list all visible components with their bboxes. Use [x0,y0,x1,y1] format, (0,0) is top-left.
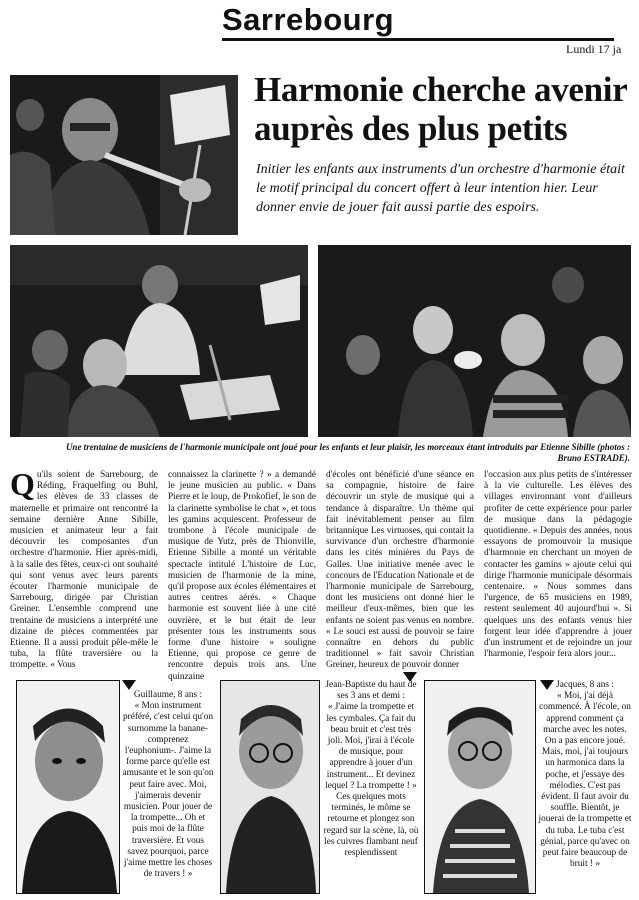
interview-marker [403,672,417,682]
interview-marker [122,680,136,690]
column-text: connaissez la clarinette ? » a demandé le jeune musicien au public. « Dans Pierre et le loup, de Prokofief, le son de la clarinette symbolise le chat », et tous les gamins acquiescent. Professeur de trombone à l'école municipale de musique de Yutz, près de Thionville, Etienne Sibille a monté un véritable spectacle intitulé L'histoire de Luc, musicien de l'harmonie de la mine, qu'il propose aux écoles élémentaires et autres centres aérés. « Chaque harmonie est souvent liée à une cité ouvrière, et le but était de leur présenter tous les instruments sous forme d'une histoire » souligne Etienne, qui propose ce genre de rencontre depuis trois ans. Une quinzaine [168,470,316,682]
drop-cap: Q [10,466,35,502]
article-column-2 [168,470,316,683]
column-text: d'écoles ont bénéficié d'une séance en sa compagnie, histoire de faire découvrir un style de musique qui a tendance à disparaître. Un thème qui fait inévitablement penser au film britannique Les virtuoses, qui contait la survivance d'un orchestre d'harmonie dans les cités minières du Pays de Galles. Une initiative menée avec le concours de l'Education Nationale et de l'harmonie municipale de Sarrebourg, dont les musiciens ont donné hier le meilleur d'eux-mêmes, bien que les enfants ne soient pas venus en nombre. « Le souci est aussi de pouvoir se faire connaître en dehors du public traditionnel » fait savoir Christian Greiner, heureux de pouvoir donner [326,470,474,671]
lede: Initier les enfants aux instruments d'un orchestre d'harmonie était le motif principal du concert offert à leur intention hier. Leur donner envie de jouer fait aussi partie des espoirs. [256,162,625,215]
interviewee-name: Guillaume, 8 ans : [133,690,203,700]
portrait-guillaume [16,680,120,894]
article-column-4 [484,470,632,683]
portrait-jean-baptiste [220,680,320,894]
header-rule [222,38,614,41]
interview-jacques [538,680,632,895]
issue-date: Lundi 17 ja [566,42,622,56]
interview-jean-baptiste [323,680,419,895]
photo-orchestra [10,245,308,437]
article-column-3 [326,470,474,683]
interviewee-name: Jacques, 8 ans : [556,680,614,690]
interviewee-name: Jean-Baptiste du haut de ses 3 ans et demi : [325,680,417,702]
article-body [10,466,632,682]
interview-quote: « Mon instrument préféré, c'est celui qu'on surnomme la banane-comprenez l'euphonium-. J'aime la forme parce qu'elle est amusante et le son qu'on peut faire avec. Moi, j'aimerais devenir musicien. Pour jouer de la trompette... Oh et puis moi de la flûte traversière. Et vous savez pourquoi, parce j'aime mettre les choses de travers ! » [122,701,214,880]
interview-guillaume [122,690,214,895]
headline: Harmonie cherche avenir auprès des plus petits [254,70,627,148]
column-text: l'occasion aux plus petits de s'intéresser à la vie culturelle. Les élèves des villages environnant vont d'ailleurs profiter de cette expérience pour parler de musique dans la pédagogie quotidienne. « Depuis des années, nous essayons de promouvoir la musique d'harmonie en cherchant un moyen de contacter les gamins » ajoute celui qui dirige l'harmonie municipale désormais centenaire. « Nous sommes dans l'urgence, de 65 musiciens en 1989, restent seulement 40 aujourd'hui ». Si quelques uns des enfants venus hier forgent leur idée d'apprendre à jouer d'un instrument et de rejoindre un jour l'harmonie, l'espoir fera alors jour... [484,470,632,660]
article-column-1 [10,466,158,683]
interview-quote: « Moi, j'ai déjà commencé. À l'école, on apprend comment ça marche avec les notes. On a pas encore joué. Mais, moi, j'ai toujours un harmonica dans la poche, et j'essaye des mélodies. C'est pas évident. Il faut avoir du souffle. Bientôt, je jouerai de la trompette et du tuba. Le tuba c'est génial, parce qu'avec on peut faire beaucoup de bruit ! » [538,691,632,870]
photo-trumpet-player [10,75,238,235]
photo-children-audience [318,245,631,437]
column-text: u'ils soient de Sarrebourg, de Réding, Fraquelfing ou Buhl, les élèves de 33 classes de maternelle et primaire ont rencontré la semaine dernière Anne Sibille, musicien et animateur leur a fait découvrir les composantes d'un orchestre d'harmonie. Hier après-midi, à la salle des fêtes, ceux-ci ont souhaité qui sont venus avec leurs parents écouter l'harmonie municipale de Sarrebourg, dirigée par Christian Greiner. L'ensemble comprend une trentaine de musiciens a interprété une dizaine de pièces commentées par Etienne. Il a aussi produit pêle-mêle le tuba, la flûte traversière ou la trompette. « Vous [10,470,158,671]
section-title: Sarrebourg [222,2,395,37]
portrait-jacques [424,680,536,894]
photo-caption: Une trentaine de musiciens de l'harmonie municipale ont joué pour les enfants et leur plaisir, les morceaux étant introduits par Etienne Sibille (photos : Bruno ESTRADE). [65,442,630,463]
interview-quote: « J'aime la trompette et les cymbales. Ça fait du beau bruit et c'est très joli. Moi, j'irai à l'école de musique, pour apprendre à jouer d'un instrument... Et devinez lequel ? La trompette ! » Ces quelques mots terminés, le môme se retourne et plongez son regard sur la scène, là, où les cuivres flambant neuf resplendissent [323,702,419,859]
